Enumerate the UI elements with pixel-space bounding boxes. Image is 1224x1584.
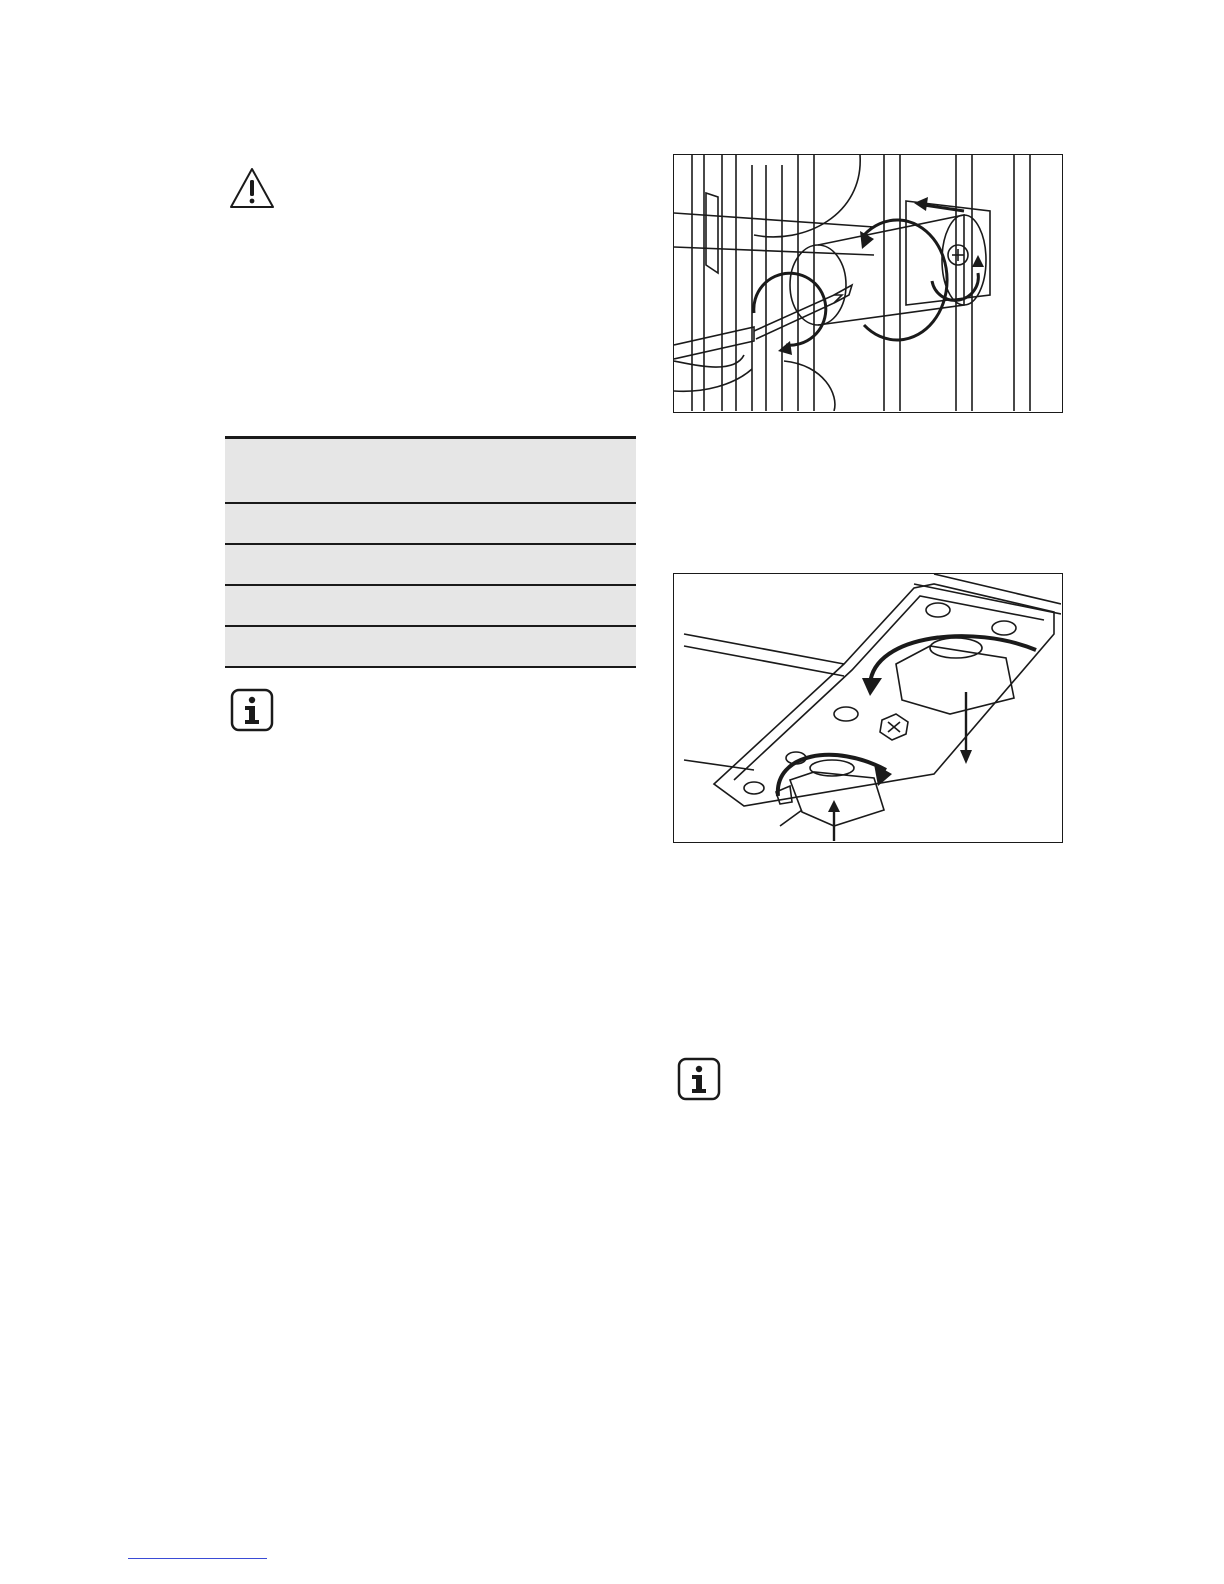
table-row [225,627,636,668]
table-row [225,545,636,586]
table-row [225,504,636,545]
hinge-drawing [674,155,1061,411]
spec-table [225,436,636,668]
info-icon [677,1057,721,1101]
info-icon [230,688,274,732]
feet-drawing [674,574,1061,841]
warning-icon [228,166,276,210]
footer-link-underline[interactable] [128,1558,267,1559]
feet-illustration [673,573,1063,843]
table-header [225,436,636,504]
table-row [225,586,636,627]
hinge-illustration [673,154,1063,413]
